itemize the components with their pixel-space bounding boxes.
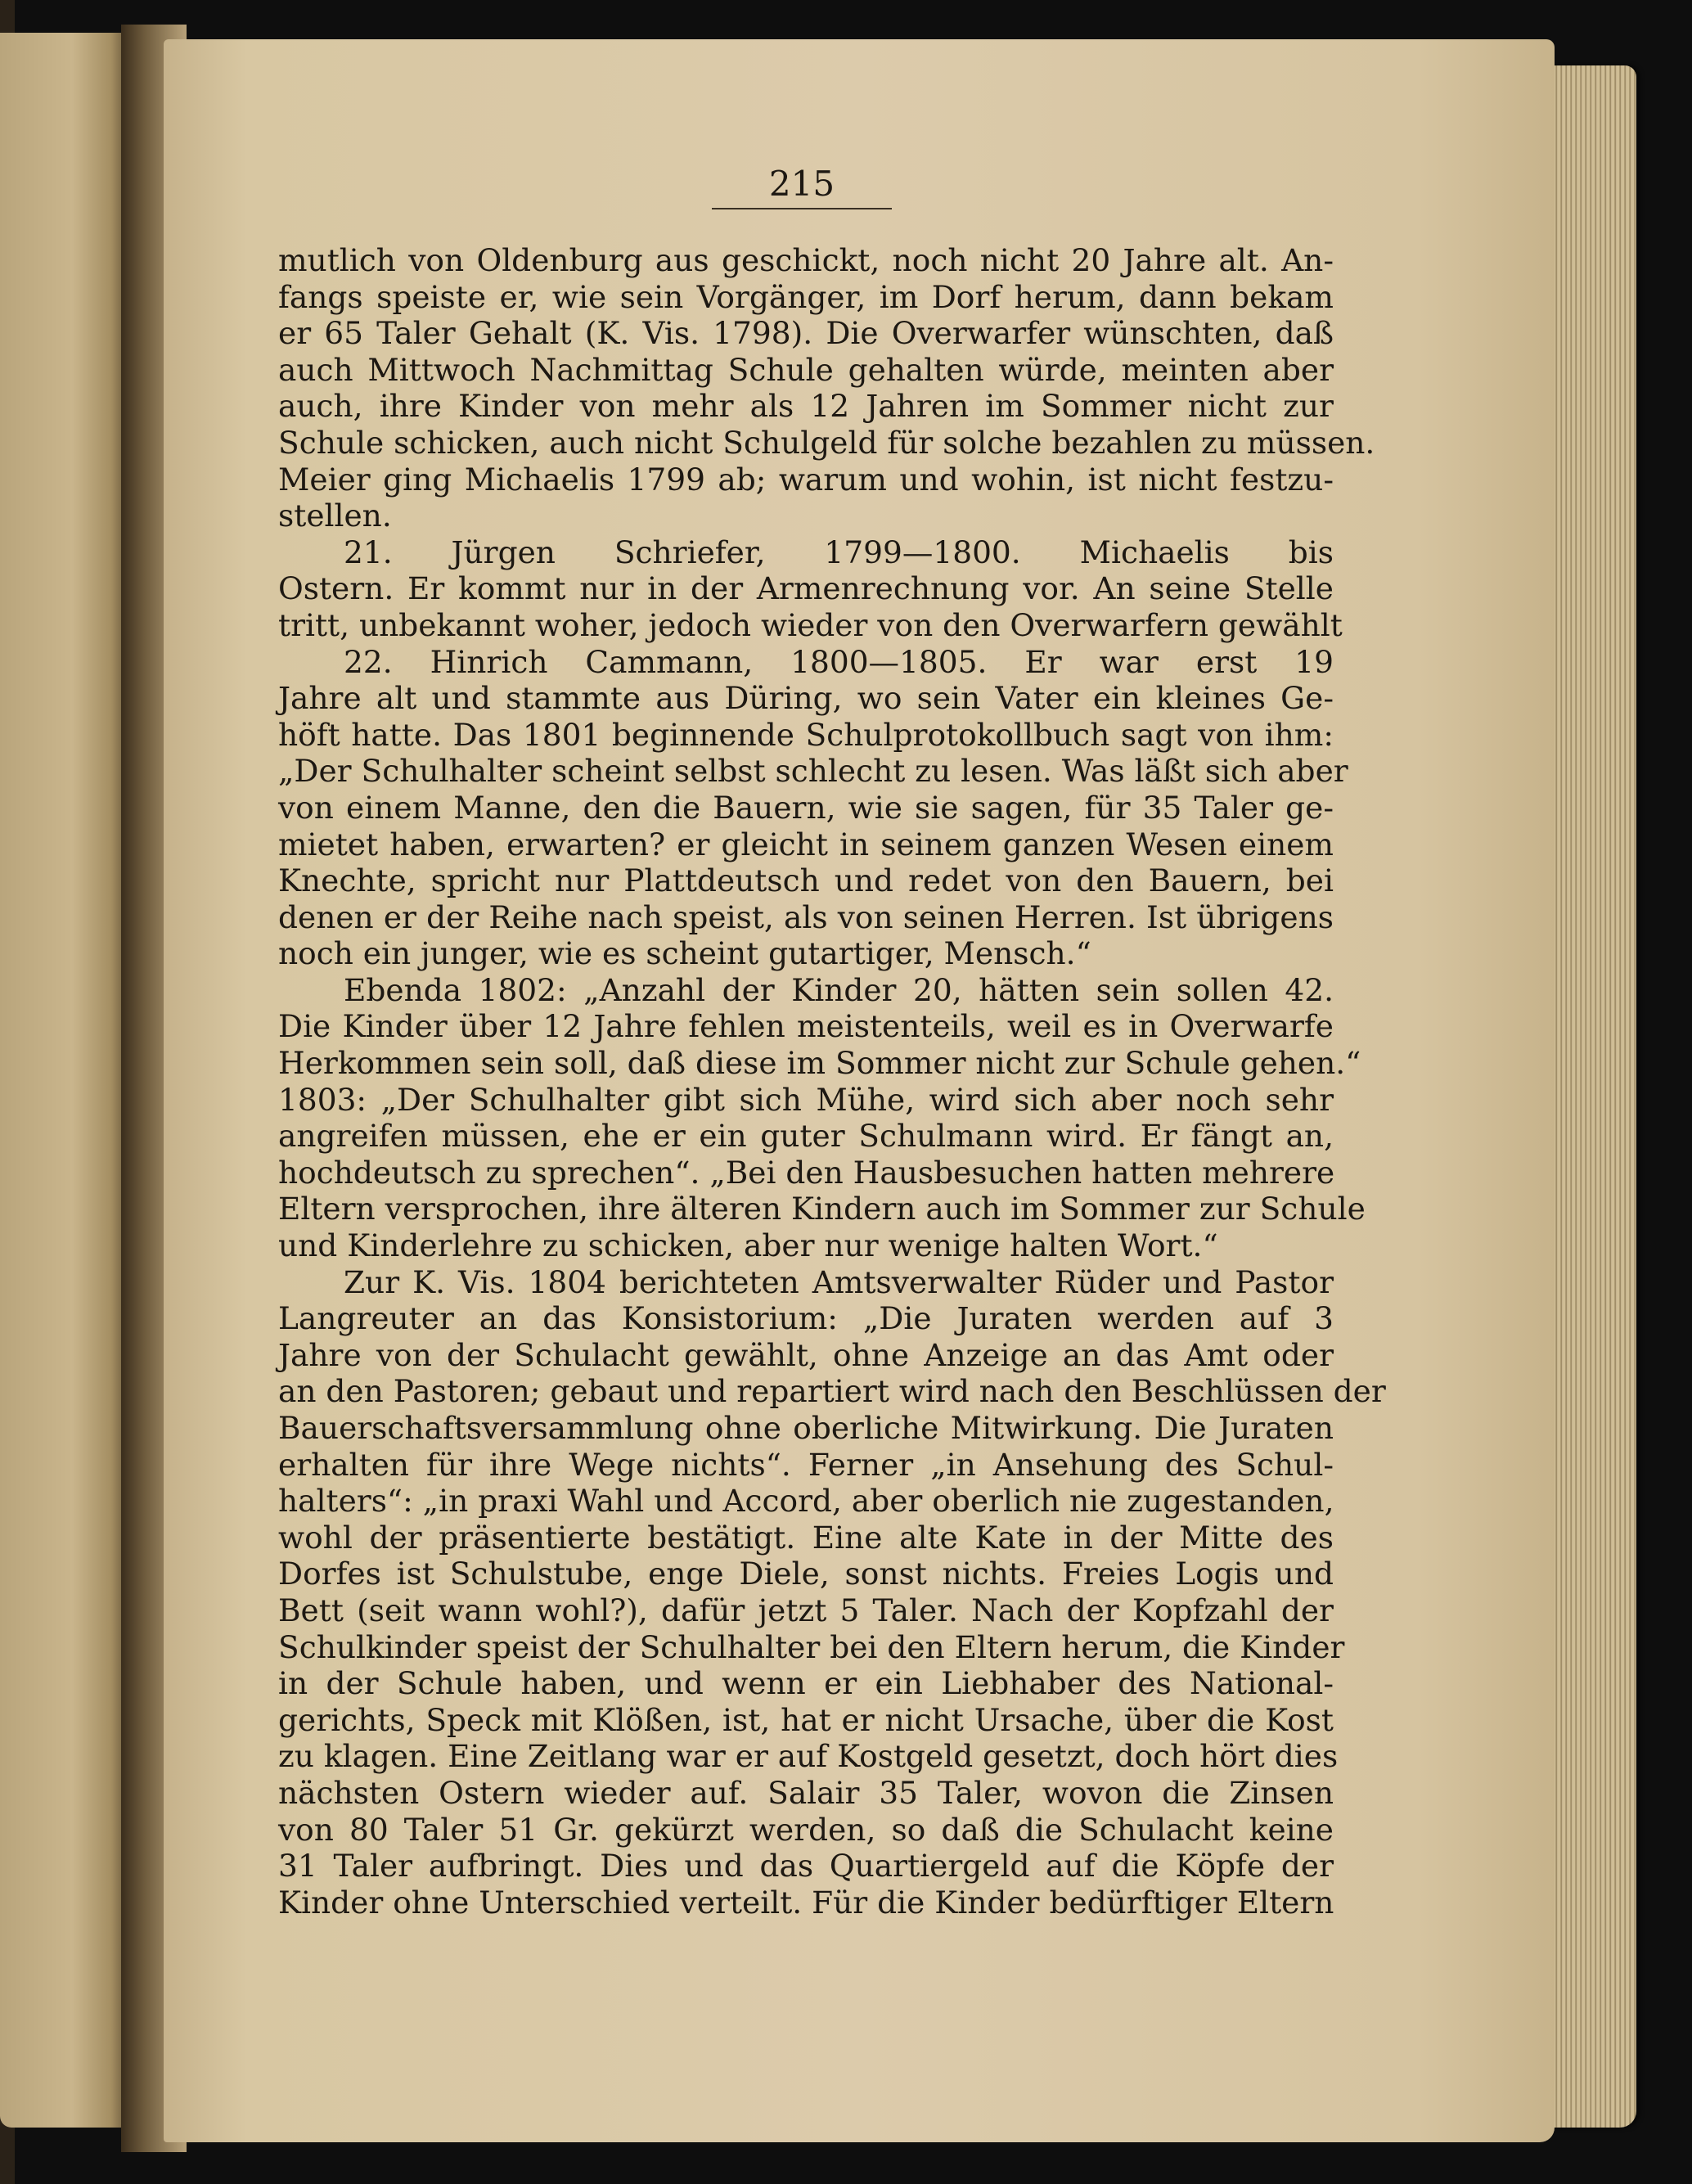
text-line: fangs speiste er, wie sein Vorgänger, im Dorf herum, dann bekam	[278, 278, 1334, 315]
text-line: mietet haben, erwarten? er gleicht in seinem ganzen Wesen einem	[278, 826, 1334, 862]
text-line: noch ein junger, wie es scheint gutartiger, Mensch.“	[278, 935, 1091, 972]
text-line: tritt, unbekannt woher, jedoch wieder von den Overwarfern gewählt	[278, 606, 1343, 643]
text-line: Dorfes ist Schulstube, enge Diele, sonst nichts. Freies Logis und	[278, 1556, 1334, 1592]
text-line: von einem Manne, den die Bauern, wie sie sagen, für 35 Taler ge-	[278, 789, 1334, 826]
text-line: Schule schicken, auch nicht Schulgeld für solche bezahlen zu müssen.	[278, 424, 1375, 461]
text-line: er 65 Taler Gehalt (K. Vis. 1798). Die Overwarfer wünschten, daß	[278, 315, 1334, 352]
text-line: auch, ihre Kinder von mehr als 12 Jahren im Sommer nicht zur	[278, 388, 1334, 425]
text-line: 21. Jürgen Schriefer, 1799—1800. Michaelis bis	[344, 534, 1334, 570]
text-line: hochdeutsch zu sprechen“. „Bei den Hausbesuchen hatten mehrere	[278, 1154, 1335, 1191]
text-line: Herkommen sein soll, daß diese im Sommer nicht zur Schule gehen.“	[278, 1045, 1361, 1082]
text-line: stellen.	[278, 498, 392, 534]
previous-page-edge	[0, 33, 131, 2128]
text-line: und Kinderlehre zu schicken, aber nur wenige halten Wort.“	[278, 1227, 1218, 1264]
text-line: „Der Schulhalter scheint selbst schlecht zu lesen. Was läßt sich aber	[278, 753, 1348, 790]
text-line: Knechte, spricht nur Plattdeutsch und redet von den Bauern, bei	[278, 862, 1334, 899]
header-rule	[712, 208, 892, 209]
text-line: auch Mittwoch Nachmittag Schule gehalten würde, meinten aber	[278, 351, 1334, 388]
text-line: Jahre von der Schulacht gewählt, ohne Anzeige an das Amt oder	[278, 1336, 1334, 1373]
text-line: Jahre alt und stammte aus Düring, wo sein Vater ein kleines Ge-	[278, 680, 1334, 717]
text-line: denen er der Reihe nach speist, als von seinen Herren. Ist übrigens	[278, 898, 1334, 935]
text-line: 1803: „Der Schulhalter gibt sich Mühe, wird sich aber noch sehr	[278, 1081, 1334, 1118]
page-number: 215	[768, 164, 835, 204]
text-line: 22. Hinrich Cammann, 1800—1805. Er war erst 19	[344, 643, 1334, 680]
text-line: Meier ging Michaelis 1799 ab; warum und wohin, ist nicht festzu-	[278, 461, 1334, 498]
text-line: 31 Taler aufbringt. Dies und das Quartiergeld auf die Köpfe der	[278, 1848, 1334, 1885]
text-line: an den Pastoren; gebaut und repartiert wird nach den Beschlüssen der	[278, 1373, 1386, 1410]
body-text	[278, 242, 1386, 1921]
text-line: Ebenda 1802: „Anzahl der Kinder 20, hätten sein sollen 42.	[344, 971, 1334, 1008]
text-line: höft hatte. Das 1801 beginnende Schulprotokollbuch sagt von ihm:	[278, 716, 1334, 753]
text-line: mutlich von Oldenburg aus geschickt, noch nicht 20 Jahre alt. An-	[278, 242, 1334, 278]
text-line: Schulkinder speist der Schulhalter bei den Eltern herum, die Kinder	[278, 1628, 1345, 1665]
text-line: nächsten Ostern wieder auf. Salair 35 Taler, wovon die Zinsen	[278, 1774, 1334, 1811]
text-line: erhalten für ihre Wege nichts“. Ferner „in Ansehung des Schul-	[278, 1446, 1334, 1483]
text-line: Kinder ohne Unterschied verteilt. Für die Kinder bedürftiger Eltern	[278, 1884, 1334, 1921]
text-line: Ostern. Er kommt nur in der Armenrechnung vor. An seine Stelle	[278, 570, 1334, 607]
text-line: zu klagen. Eine Zeitlang war er auf Kostgeld gesetzt, doch hört dies	[278, 1738, 1339, 1775]
text-line: Bauerschaftsversammlung ohne oberliche Mitwirkung. Die Juraten	[278, 1410, 1334, 1446]
text-line: angreifen müssen, ehe er ein guter Schulmann wird. Er fängt an,	[278, 1118, 1334, 1155]
text-line: halters“: „in praxi Wahl und Accord, aber oberlich nie zugestanden,	[278, 1483, 1334, 1520]
text-line: gerichts, Speck mit Klößen, ist, hat er nicht Ursache, über die Kost	[278, 1701, 1334, 1738]
text-line: in der Schule haben, und wenn er ein Liebhaber des National-	[278, 1665, 1334, 1702]
text-line: Zur K. Vis. 1804 berichteten Amtsverwalter Rüder und Pastor	[344, 1263, 1334, 1300]
text-line: Langreuter an das Konsistorium: „Die Juraten werden auf 3	[278, 1300, 1334, 1337]
text-line: wohl der präsentierte bestätigt. Eine alte Kate in der Mitte des	[278, 1519, 1334, 1556]
text-line: von 80 Taler 51 Gr. gekürzt werden, so daß die Schulacht keine	[278, 1811, 1334, 1848]
text-line: Bett (seit wann wohl?), dafür jetzt 5 Taler. Nach der Kopfzahl der	[278, 1592, 1334, 1628]
text-line: Die Kinder über 12 Jahre fehlen meistenteils, weil es in Overwarfe	[278, 1008, 1334, 1045]
text-line: Eltern versprochen, ihre älteren Kindern auch im Sommer zur Schule	[278, 1191, 1366, 1227]
